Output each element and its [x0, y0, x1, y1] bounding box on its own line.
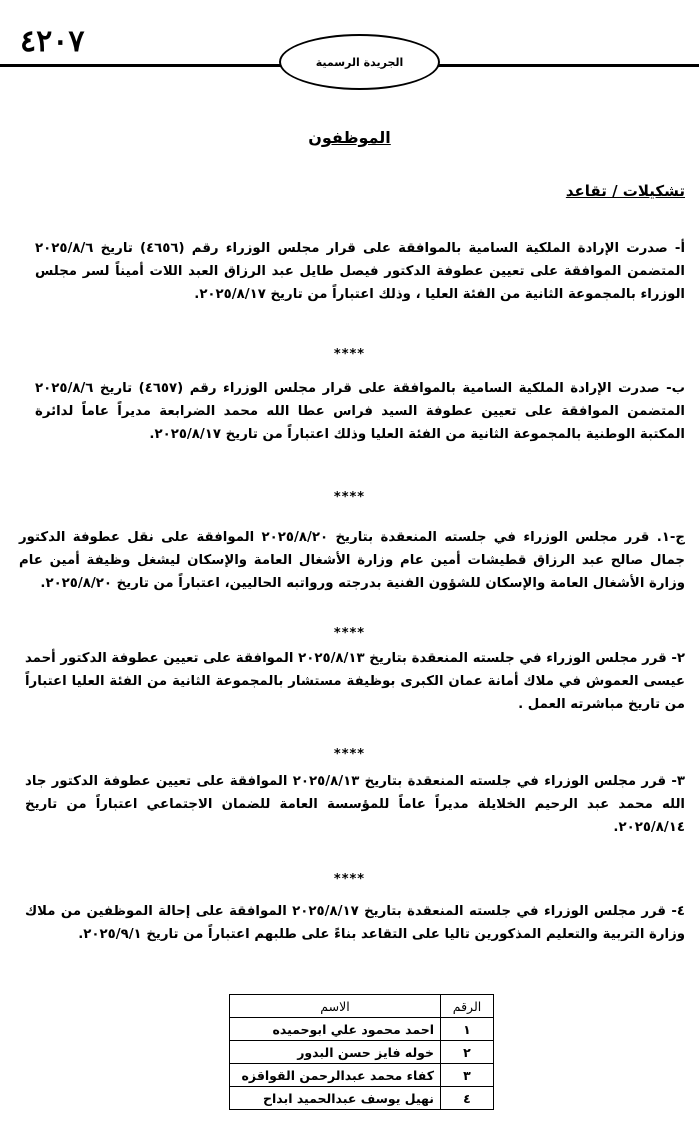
table-row — [230, 1087, 494, 1110]
retirees-table — [229, 994, 494, 1110]
row-name: نهيل يوسف عبدالحميد ابداح — [230, 1087, 441, 1110]
row-number: ٢ — [441, 1041, 494, 1064]
separator: **** — [333, 747, 366, 762]
column-header-name: الاسم — [230, 995, 441, 1018]
row-number: ٣ — [441, 1064, 494, 1087]
section-title: الموظفون — [308, 128, 391, 147]
sub-title: تشكيلات / تقاعد — [565, 182, 685, 200]
table-row — [230, 1041, 494, 1064]
table-row — [230, 1064, 494, 1087]
paragraph-c1: ج-١. قرر مجلس الوزراء في جلسته المنعقدة بتاريخ ٢٠٢٥/٨/٢٠ الموافقة على نقل عطوفة الدكتور جمال صالح عبد الرزاق قطيشات أمين عام وزارة الأشغال العامة والإسكان ليشغل وظيفة أمين عام وزارة الأشغال العامة والإسكان للشؤون الفنية بدرجته ورواتبه الحاليين، اعتباراً من تاريخ ٢٠٢٥/٨/٢٠. — [19, 530, 685, 591]
gazette-title-ellipse — [279, 34, 440, 90]
page-number: ٤٢٠٧ — [20, 24, 85, 59]
table-row — [230, 1018, 494, 1041]
separator: **** — [333, 490, 366, 505]
paragraph-c3: ٣- قرر مجلس الوزراء في جلسته المنعقدة بتاريخ ٢٠٢٥/٨/١٣ الموافقة على تعيين عطوفة الدكتور جاد الله محمد عبد الرحيم الخلايلة مديراً عاماً للمؤسسة العامة للضمان الاجتماعي اعتباراً من تاريخ ٢٠٢٥/٨/١٤. — [25, 774, 685, 835]
separator: **** — [333, 872, 366, 887]
row-number: ١ — [441, 1018, 494, 1041]
row-number: ٤ — [441, 1087, 494, 1110]
separator: **** — [333, 626, 366, 641]
table-header-row — [230, 995, 494, 1018]
separator: **** — [333, 347, 366, 362]
paragraph-a: أ- صدرت الإرادة الملكية السامية بالموافقة على قرار مجلس الوزراء رقم (٤٦٥٦) تاريخ ٢٠٢٥/٨/٦ المتضمن الموافقة على تعيين عطوفة الدكتور فيصل طايل عبد الرزاق العبد اللات أميناً لسر مجلس الوزراء بالمجموعة الثانية من الفئة العليا ، وذلك اعتباراً من تاريخ ٢٠٢٥/٨/١٧. — [35, 241, 685, 302]
row-name: كفاء محمد عبدالرحمن القواقزه — [230, 1064, 441, 1087]
column-header-number: الرقم — [441, 995, 494, 1018]
section-title-wrapper — [0, 128, 699, 147]
paragraph-b: ب- صدرت الإرادة الملكية السامية بالموافقة على قرار مجلس الوزراء رقم (٤٦٥٧) تاريخ ٢٠٢٥/٨/٦ المتضمن الموافقة على تعيين عطوفة السيد فراس عطا الله محمد الضرابعة مديراً عاماً لدائرة المكتبة الوطنية بالمجموعة الثانية من الفئة العليا وذلك اعتباراً من تاريخ ٢٠٢٥/٨/١٧. — [35, 381, 685, 442]
paragraph-c4: ٤- قرر مجلس الوزراء في جلسته المنعقدة بتاريخ ٢٠٢٥/٨/١٧ الموافقة على إحالة الموظفين من ملاك وزارة التربية والتعليم المذكورين تاليا على التقاعد بناءً على طلبهم اعتباراً من تاريخ ٢٠٢٥/٩/١. — [25, 904, 685, 942]
paragraph-c2: ٢- قرر مجلس الوزراء في جلسته المنعقدة بتاريخ ٢٠٢٥/٨/١٣ الموافقة على تعيين عطوفة الدكتور أحمد عيسى العموش في ملاك أمانة عمان الكبرى بوظيفة مستشار بالمجموعة الثانية من الفئة العليا اعتباراً من تاريخ مباشرته العمل . — [25, 651, 685, 712]
gazette-name: الجريدة الرسمية — [315, 55, 404, 69]
row-name: خوله فايز حسن البدور — [230, 1041, 441, 1064]
row-name: احمد محمود علي ابوحميده — [230, 1018, 441, 1041]
